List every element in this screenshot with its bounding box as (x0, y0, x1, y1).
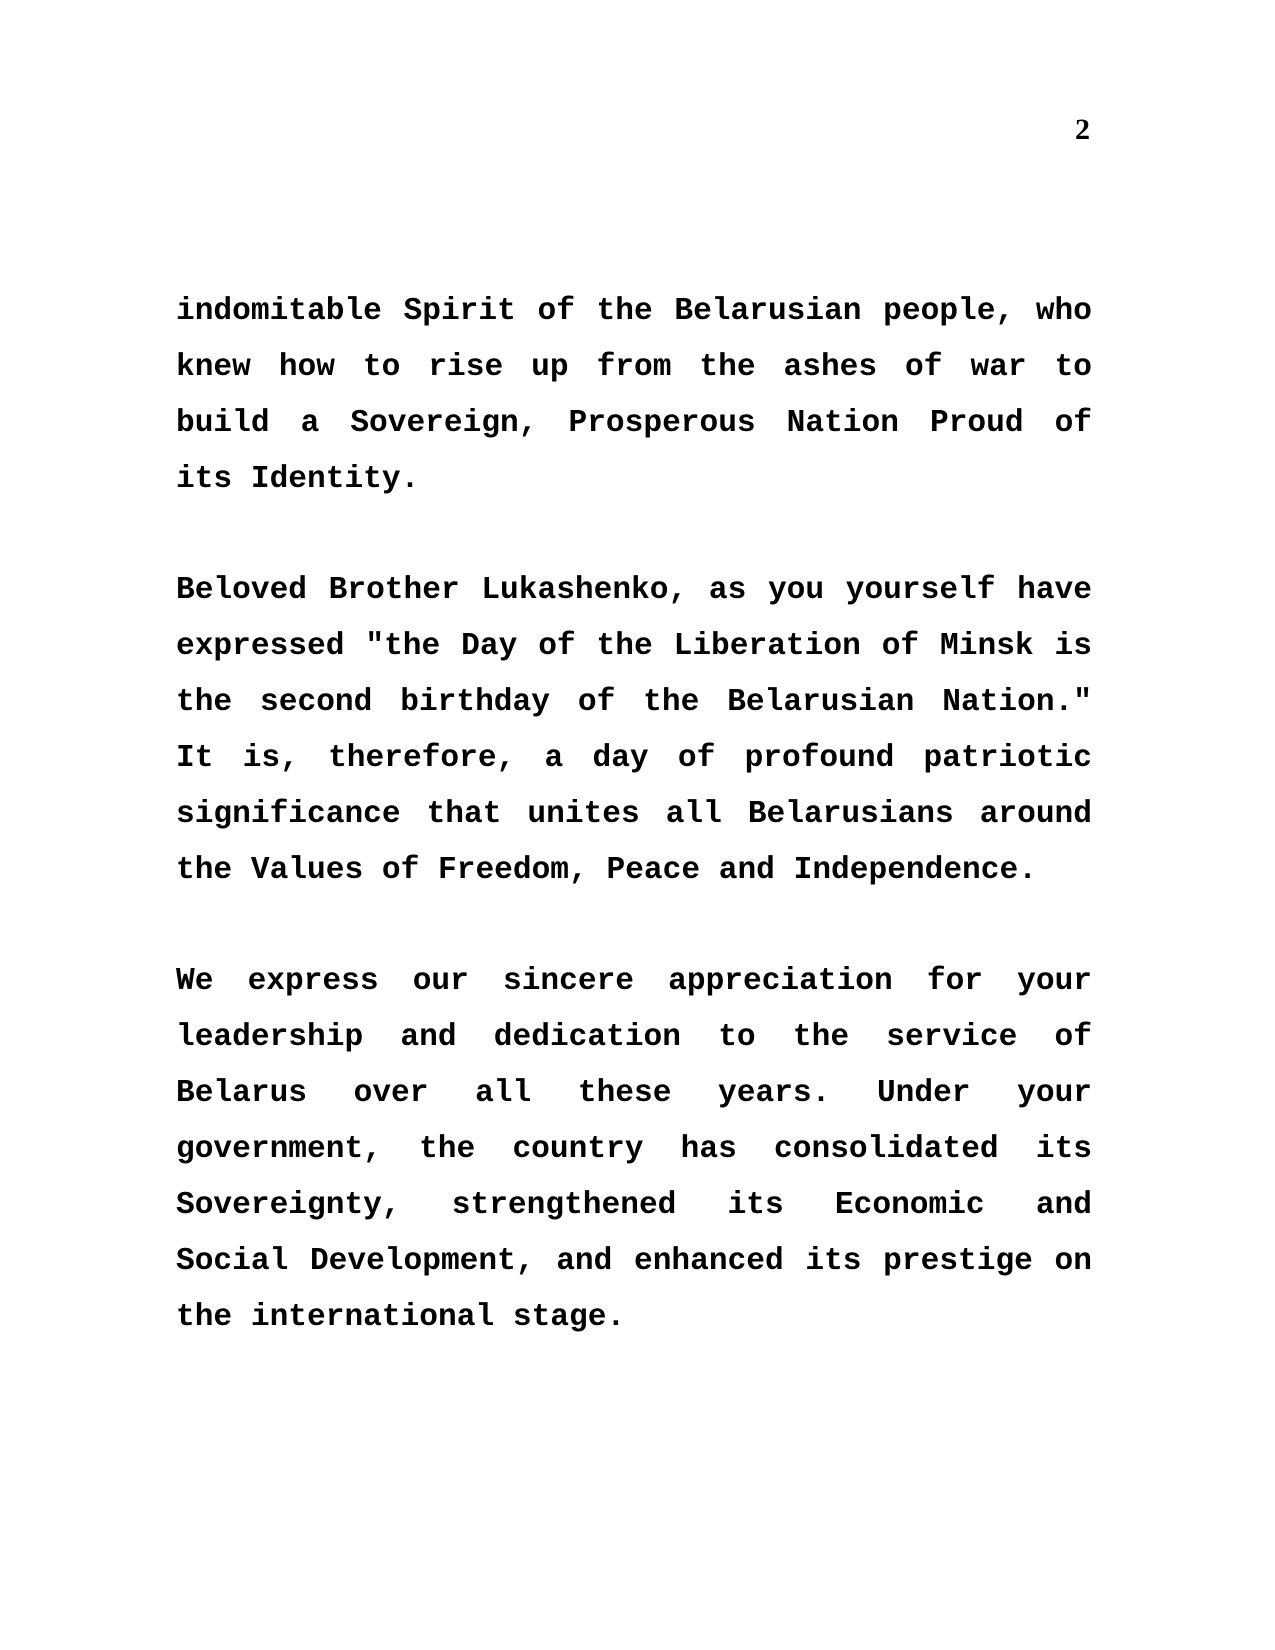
paragraph-liberation-day: Beloved Brother Lukashenko, as you yourself have expressed "the Day of the Liberation of Minsk is the second birthday of the Belarusian Nation." It is, therefore, a day of profound patriotic significance that unites all Belarusians around the Values of Freedom, Peace and Independence. (176, 573, 1092, 888)
paragraph-appreciation: We express our sincere appreciation for your leadership and dedication to the service of Belarus over all these years. Under your government, the country has consolidated its Sovereignty, strengthened its Economic and Social Development, and enhanced its prestige on the international stage. (176, 964, 1092, 1335)
page-number: 2 (1075, 113, 1090, 146)
paragraph-spirit: indomitable Spirit of the Belarusian people, who knew how to rise up from the ashes of war to build a Sovereign, Prosperous Nation Proud of its Identity. (176, 294, 1092, 497)
letter-body (176, 284, 1092, 1346)
